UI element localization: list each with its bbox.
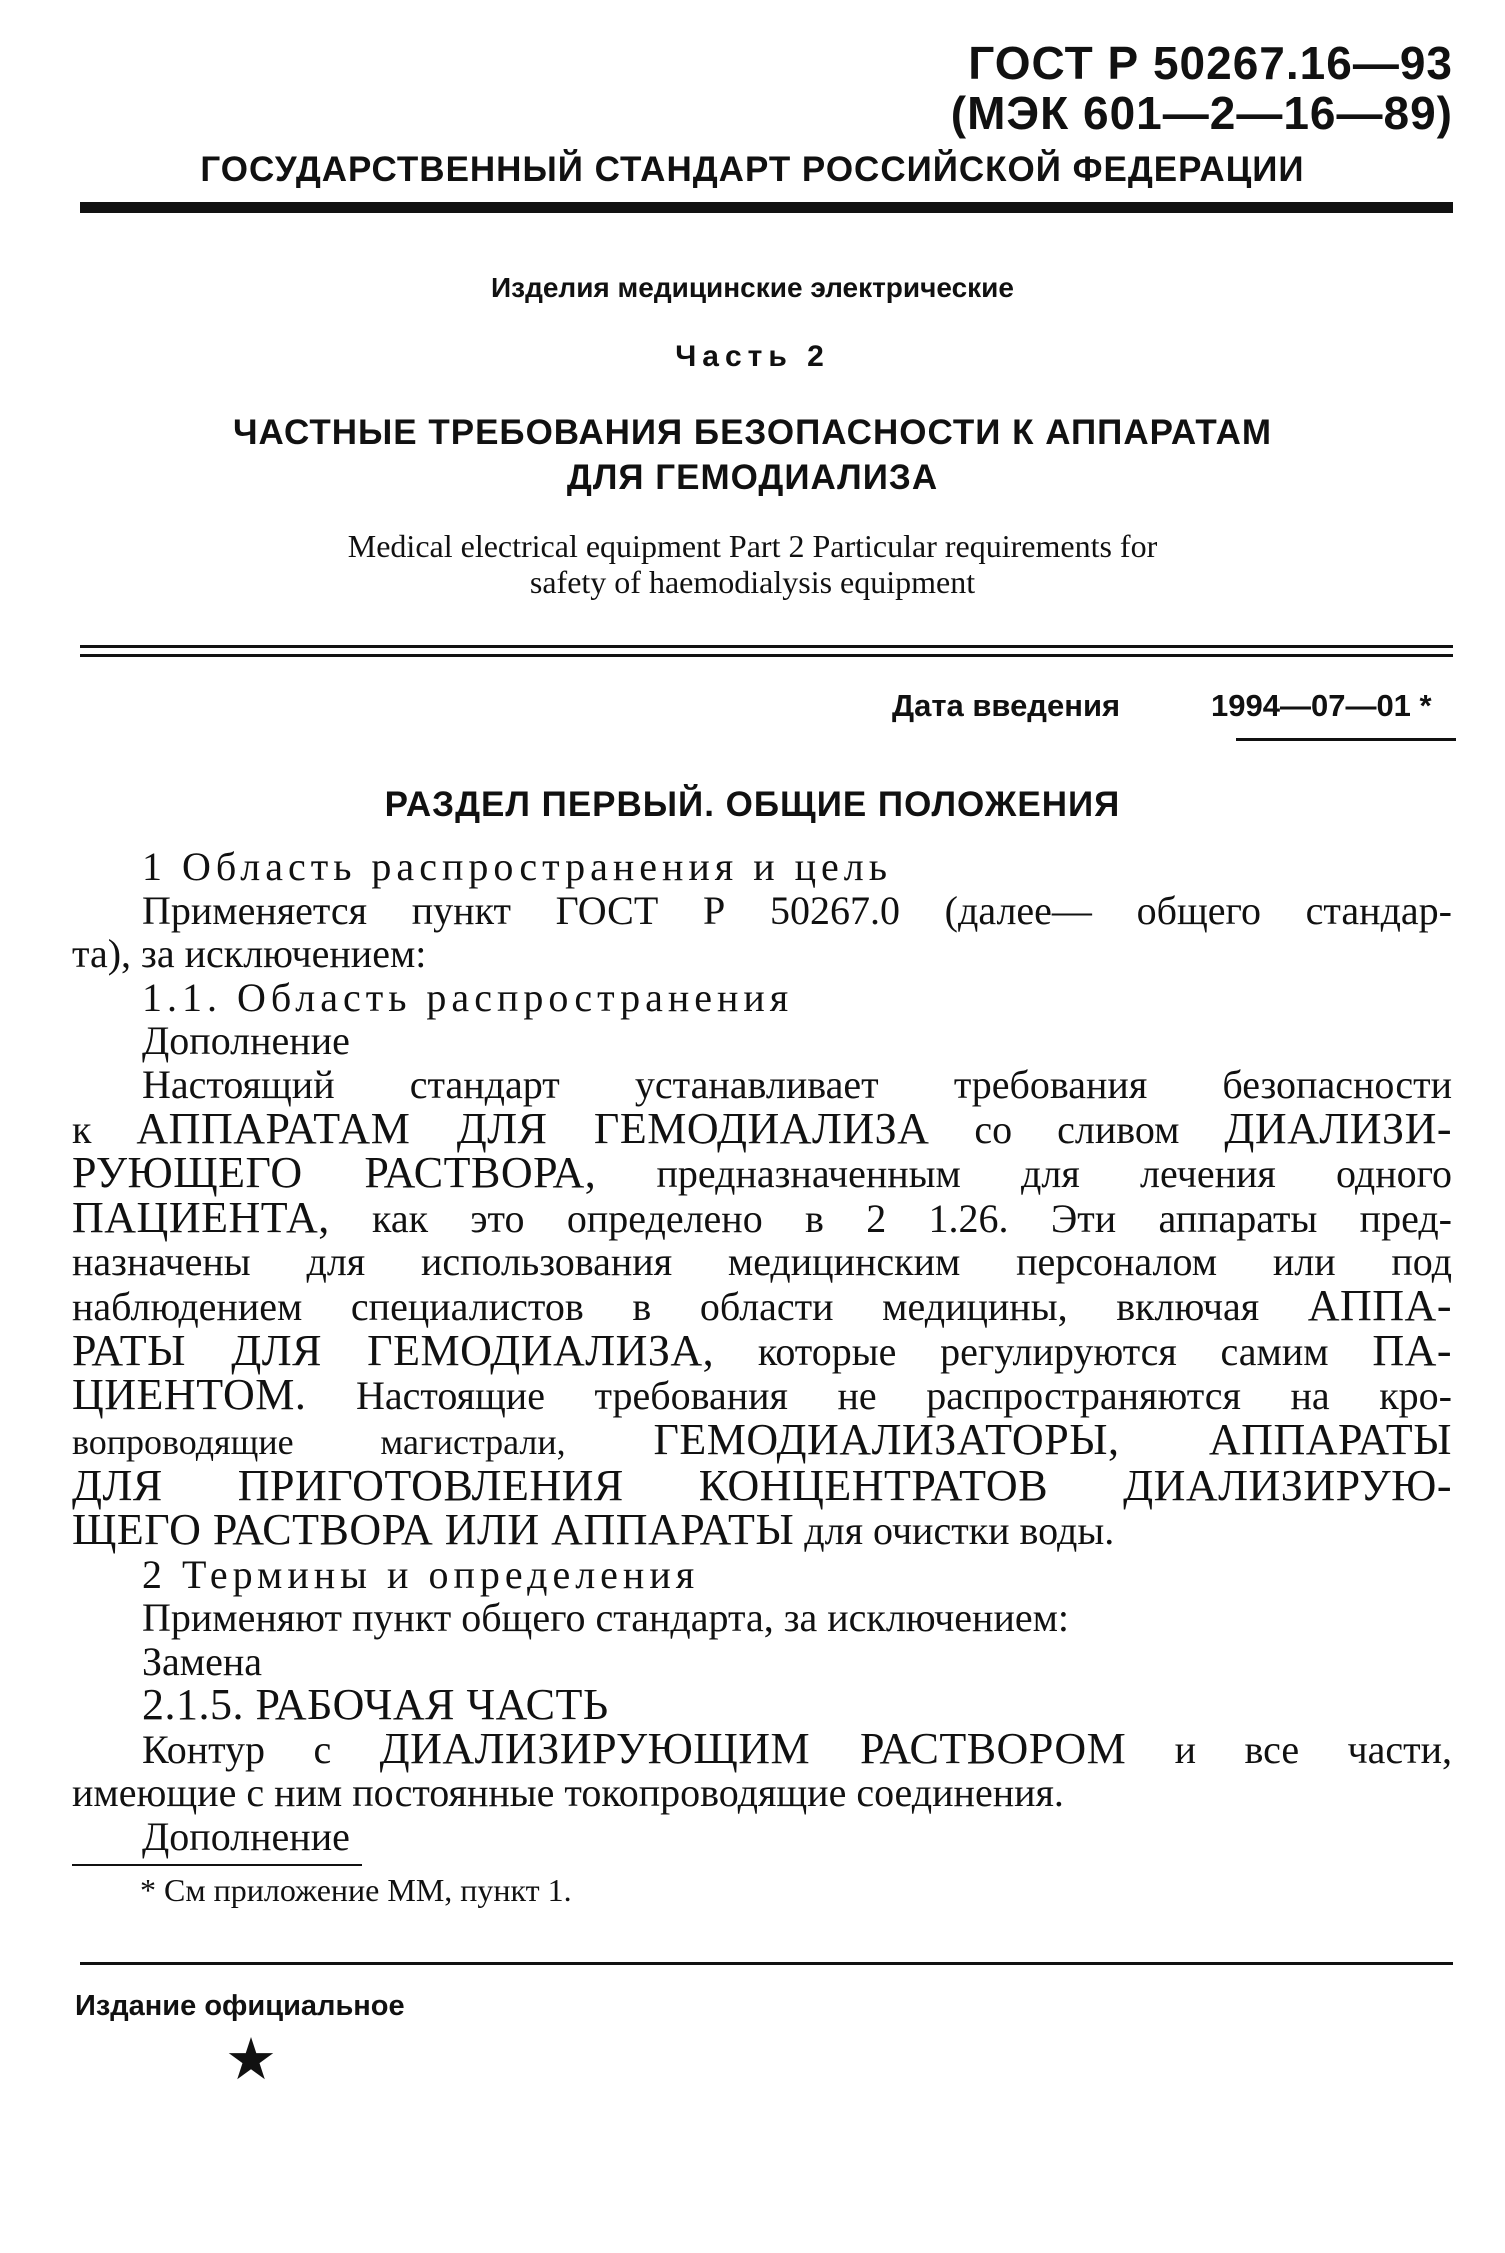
paragraph-line-2: [72, 1103, 1453, 1153]
title-rule-1: [80, 645, 1453, 648]
title-rule-2: [80, 654, 1453, 657]
text-fragment: Настоящие требования не распространяются на кро-: [356, 1373, 1453, 1419]
paragraph-line-4: [72, 1192, 1452, 1242]
footnote-rule: [72, 1864, 362, 1866]
date-value: 1994—07—01 *: [1211, 688, 1432, 723]
standard-code-block: [951, 38, 1453, 138]
text-fragment: как это определено в 2 1.26. Эти аппараты пред-: [372, 1195, 1452, 1241]
paragraph-line-8: [72, 1370, 1453, 1420]
document-subtitle: Изделия медицинские электрические: [491, 272, 1014, 303]
state-standard-header: ГОСУДАРСТВЕННЫЙ СТАНДАРТ РОССИЙСКОЙ ФЕДЕРАЦИИ: [200, 150, 1305, 189]
section-title: РАЗДЕЛ ПЕРВЫЙ. ОБЩИЕ ПОЛОЖЕНИЯ: [384, 785, 1121, 824]
definition-line-2: имеющие с ним постоянные токопроводящие соединения.: [72, 1770, 1064, 1816]
clause-1-text-line-1: Применяется пункт ГОСТ Р 50267.0 (далее— общего стандар-: [142, 887, 1452, 933]
clause-1-text-line-2: та), за исключением:: [72, 931, 427, 977]
term-patient-end: ЦИЕНТОМ.: [72, 1370, 307, 1420]
footer-rule: [80, 1962, 1453, 1965]
english-title-line-1: Medical electrical equipment Part 2 Particular requirements for: [347, 528, 1158, 564]
document-body: [72, 845, 1452, 1859]
clause-1-1-heading: 1.1. Область распространения: [142, 974, 794, 1020]
term-dialysing-fluid-part: ДИАЛИЗИ-: [1224, 1103, 1453, 1153]
english-title-line-2: safety of haemodialysis equipment: [529, 564, 976, 600]
paragraph-line-7: [72, 1325, 1453, 1375]
paragraph-line-6: [72, 1280, 1452, 1330]
paragraph-line-10: ДЛЯ ПРИГОТОВЛЕНИЯ КОНЦЕНТРАТОВ ДИАЛИЗИРУЮ-: [72, 1461, 1452, 1511]
addition-label-1: Дополнение: [142, 1018, 350, 1064]
standard-code: ГОСТ Р 50267.16—93: [968, 37, 1453, 89]
paragraph-line-1: Настоящий стандарт устанавливает требования безопасности: [142, 1061, 1452, 1107]
official-edition-label: Издание официальное: [75, 1990, 405, 2022]
term-haemodialysers: ГЕМОДИАЛИЗАТОРЫ, АППАРАТЫ: [653, 1414, 1452, 1464]
text-fragment: которые регулируются самим: [757, 1328, 1329, 1374]
term-dialysing-fluid-equipment: ЩЕГО РАСТВОРА ИЛИ АППАРАТЫ: [72, 1504, 795, 1554]
replacement-label: Замена: [142, 1638, 263, 1684]
clause-2-heading: 2 Термины и определения: [142, 1551, 700, 1597]
text-fragment: Контур с: [142, 1726, 332, 1772]
paragraph-line-9: [72, 1414, 1452, 1465]
term-equipment-part: АППА-: [1307, 1280, 1452, 1330]
term-patient: ПАЦИЕНТА,: [72, 1192, 330, 1242]
text-fragment: к: [72, 1106, 92, 1152]
addition-label-2: Дополнение: [142, 1814, 350, 1860]
star-icon: ★: [225, 2027, 277, 2092]
english-title: [0, 528, 1505, 600]
document-title-line-2: ДЛЯ ГЕМОДИАЛИЗА: [566, 458, 939, 497]
text-fragment: предназначенным для лечения одного: [656, 1151, 1453, 1197]
document-title-line-1: ЧАСТНЫЕ ТРЕБОВАНИЯ БЕЗОПАСНОСТИ К АППАРАТАМ: [232, 413, 1273, 452]
document-title: [0, 410, 1505, 500]
text-fragment: наблюдением специалистов в области медицины, включая: [72, 1283, 1260, 1329]
text-fragment: и все части,: [1174, 1726, 1453, 1772]
text-fragment: вопроводящие магистрали,: [72, 1421, 566, 1462]
term-patient-part: ПА-: [1372, 1325, 1453, 1375]
paragraph-line-3: [72, 1148, 1453, 1198]
term-haemodialysis-equipment: АППАРАТАМ ДЛЯ ГЕМОДИАЛИЗА: [136, 1103, 930, 1153]
clause-2-1-5-heading: 2.1.5. РАБОЧАЯ ЧАСТЬ: [142, 1680, 609, 1730]
header-thick-rule: [80, 202, 1453, 213]
clause-2-text: Применяют пункт общего стандарта, за исключением:: [142, 1595, 1070, 1641]
definition-line-1: [72, 1723, 1453, 1773]
paragraph-line-5: назначены для использования медицинским персоналом или под: [72, 1239, 1452, 1285]
document-part: Часть 2: [675, 340, 830, 373]
iec-code: (МЭК 601—2—16—89): [950, 87, 1453, 139]
term-dialysing-fluid: РУЮЩЕГО РАСТВОРА,: [72, 1148, 597, 1198]
term-haemodialysis-equipment-2: РАТЫ ДЛЯ ГЕМОДИАЛИЗА,: [72, 1325, 715, 1375]
date-label: Дата введения: [892, 688, 1121, 723]
footnote: * См приложение ММ, пункт 1.: [140, 1872, 572, 1908]
text-fragment: для очистки воды.: [804, 1507, 1115, 1553]
paragraph-line-11: [72, 1504, 1452, 1554]
clause-1-heading: 1 Область распространения и цель: [142, 844, 892, 889]
term-dialysing-fluid-defn: ДИАЛИЗИРУЮЩИМ РАСТВОРОМ: [379, 1723, 1127, 1773]
text-fragment: со сливом: [974, 1106, 1180, 1152]
date-underline: [1236, 738, 1456, 741]
